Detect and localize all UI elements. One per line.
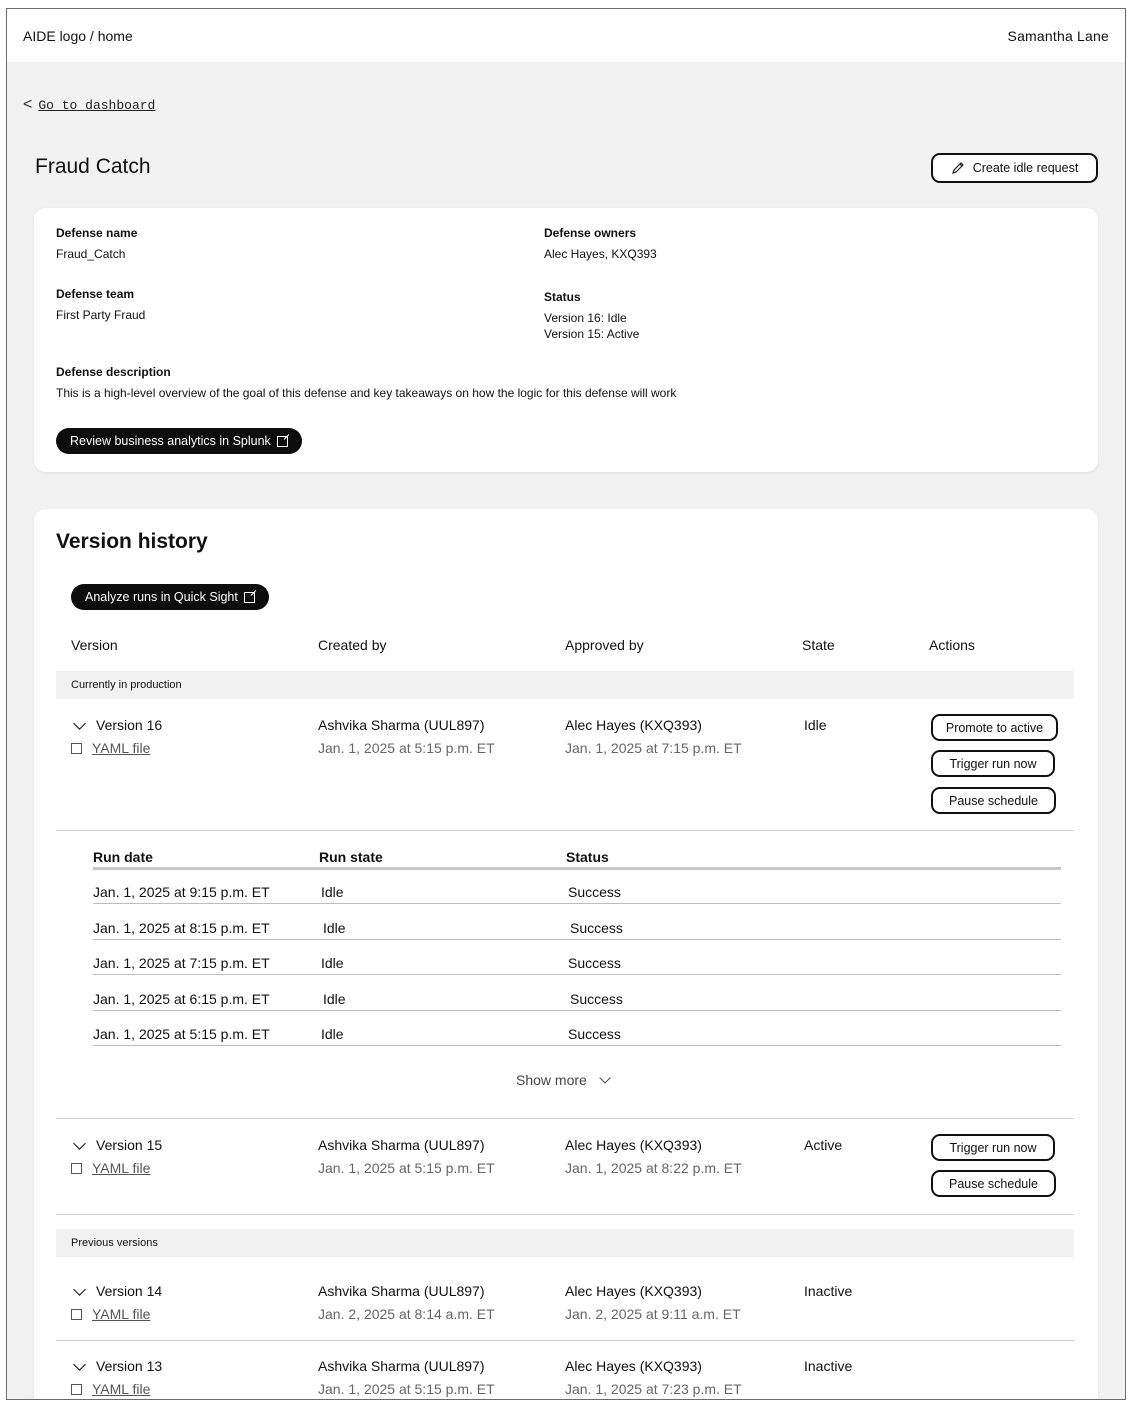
- yaml-file-label: YAML file: [92, 1381, 151, 1397]
- run-row-divider: [93, 903, 1061, 904]
- defense-details-card: [34, 208, 1098, 472]
- chevron-left-icon: <: [23, 96, 33, 113]
- run-row-divider: [93, 974, 1061, 975]
- yaml-file-link[interactable]: [71, 740, 150, 756]
- version-15-toggle[interactable]: [71, 1137, 162, 1153]
- show-more-label: Show more: [516, 1072, 587, 1088]
- run-date: Jan. 1, 2025 at 5:15 p.m. ET: [93, 1026, 270, 1042]
- run-row-divider: [93, 939, 1061, 940]
- created-by-name: Ashvika Sharma (UUL897): [318, 1358, 485, 1374]
- create-idle-request-label: Create idle request: [972, 161, 1079, 175]
- defense-name-label: Defense name: [56, 226, 138, 240]
- defense-team-field: [56, 287, 145, 323]
- external-document-icon: [71, 1163, 82, 1174]
- defense-owners-value: Alec Hayes, KXQ393: [544, 247, 657, 261]
- user-name[interactable]: Samantha Lane: [1007, 27, 1109, 44]
- approved-date: Jan. 1, 2025 at 7:23 p.m. ET: [565, 1381, 742, 1397]
- runs-header-date: Run date: [93, 849, 153, 865]
- run-date: Jan. 1, 2025 at 6:15 p.m. ET: [93, 991, 270, 1007]
- run-state: Idle: [321, 884, 344, 900]
- top-bar: [7, 9, 1125, 62]
- run-row-divider: [93, 1010, 1061, 1011]
- run-status: Success: [570, 920, 623, 936]
- go-to-dashboard-link[interactable]: Go to dashboard: [38, 97, 156, 113]
- version-state: Idle: [804, 717, 827, 733]
- promote-to-active-button[interactable]: Promote to active: [931, 714, 1058, 741]
- chevron-down-icon: [73, 1137, 86, 1150]
- external-link-icon: [244, 592, 255, 603]
- yaml-file-label: YAML file: [92, 1160, 151, 1176]
- row-divider: [56, 1214, 1074, 1215]
- chevron-down-icon: [73, 1358, 86, 1371]
- approved-by-name: Alec Hayes (KXQ393): [565, 1358, 702, 1374]
- runs-header-divider: [93, 867, 1061, 870]
- version-13-toggle[interactable]: [71, 1358, 162, 1374]
- run-state: Idle: [321, 955, 344, 971]
- status-field: [544, 290, 639, 342]
- defense-description-value: This is a high-level overview of the goal of this defense and key takeaways on how the logic for this defense will work: [56, 386, 677, 400]
- approved-by-name: Alec Hayes (KXQ393): [565, 1283, 702, 1299]
- runs-header-status: Status: [566, 849, 609, 865]
- version-name: Version 15: [96, 1137, 163, 1153]
- created-by-name: Ashvika Sharma (UUL897): [318, 1283, 485, 1299]
- run-status: Success: [568, 1026, 621, 1042]
- row-divider: [56, 1118, 1074, 1119]
- back-link[interactable]: [23, 97, 155, 113]
- approved-by-name: Alec Hayes (KXQ393): [565, 1137, 702, 1153]
- external-document-icon: [71, 1384, 82, 1395]
- row-divider: [56, 830, 1074, 831]
- run-status: Success: [568, 955, 621, 971]
- external-link-icon: [277, 436, 288, 447]
- version-history-card: [34, 509, 1098, 1400]
- defense-description-label: Defense description: [56, 365, 171, 379]
- run-status: Success: [568, 884, 621, 900]
- page-title: Fraud Catch: [35, 155, 151, 178]
- column-header-approved-by[interactable]: Approved by: [565, 637, 644, 653]
- approved-date: Jan. 1, 2025 at 7:15 p.m. ET: [565, 740, 742, 756]
- chevron-down-icon: [73, 1283, 86, 1296]
- logo-home-link[interactable]: AIDE logo / home: [23, 27, 133, 44]
- column-header-created-by[interactable]: Created by: [318, 637, 387, 653]
- column-header-state[interactable]: State: [802, 637, 835, 653]
- version-state: Active: [804, 1137, 843, 1153]
- run-row-divider: [93, 1045, 1061, 1046]
- chevron-down-icon: [73, 717, 86, 730]
- external-document-icon: [71, 1309, 82, 1320]
- chevron-down-icon: [599, 1072, 610, 1083]
- created-date: Jan. 1, 2025 at 5:15 p.m. ET: [318, 1160, 495, 1176]
- version-name: Version 14: [96, 1283, 163, 1299]
- defense-name-field: [56, 226, 137, 262]
- yaml-file-link[interactable]: [71, 1160, 150, 1176]
- yaml-file-label: YAML file: [92, 740, 151, 756]
- status-line-2: Version 15: Active: [544, 327, 640, 341]
- defense-owners-field: [544, 226, 657, 262]
- approved-date: Jan. 1, 2025 at 8:22 p.m. ET: [565, 1160, 742, 1176]
- version-history-title: Version history: [56, 530, 208, 553]
- runs-header-state: Run state: [319, 849, 383, 865]
- trigger-run-now-button[interactable]: Trigger run now: [931, 750, 1055, 777]
- version-name: Version 16: [96, 717, 163, 733]
- defense-name-value: Fraud_Catch: [56, 247, 126, 261]
- run-date: Jan. 1, 2025 at 7:15 p.m. ET: [93, 955, 270, 971]
- group-header-production: Currently in production: [56, 671, 1074, 699]
- version-state: Inactive: [804, 1283, 853, 1299]
- approved-date: Jan. 2, 2025 at 9:11 a.m. ET: [565, 1306, 741, 1322]
- version-16-toggle[interactable]: [71, 717, 162, 733]
- splunk-analytics-label: Review business analytics in Splunk: [70, 434, 271, 448]
- create-idle-request-button[interactable]: [931, 153, 1098, 183]
- run-status: Success: [570, 991, 623, 1007]
- defense-team-label: Defense team: [56, 287, 135, 301]
- show-more-button[interactable]: [516, 1072, 611, 1088]
- version-state: Inactive: [804, 1358, 853, 1374]
- pencil-icon: [951, 161, 965, 175]
- defense-owners-label: Defense owners: [544, 226, 637, 240]
- run-date: Jan. 1, 2025 at 9:15 p.m. ET: [93, 884, 270, 900]
- approved-by-name: Alec Hayes (KXQ393): [565, 717, 702, 733]
- version-14-toggle[interactable]: [71, 1283, 162, 1299]
- defense-team-value: First Party Fraud: [56, 308, 146, 322]
- external-document-icon: [71, 743, 82, 754]
- run-state: Idle: [323, 991, 346, 1007]
- pause-schedule-button[interactable]: Pause schedule: [931, 787, 1056, 814]
- status-label: Status: [544, 290, 581, 304]
- quick-sight-label: Analyze runs in Quick Sight: [85, 590, 238, 604]
- run-date: Jan. 1, 2025 at 8:15 p.m. ET: [93, 920, 270, 936]
- created-date: Jan. 1, 2025 at 5:15 p.m. ET: [318, 740, 495, 756]
- pause-schedule-button[interactable]: Pause schedule: [931, 1170, 1056, 1197]
- trigger-run-now-button[interactable]: Trigger run now: [931, 1134, 1055, 1161]
- created-by-name: Ashvika Sharma (UUL897): [318, 717, 485, 733]
- run-state: Idle: [323, 920, 346, 936]
- column-header-actions: Actions: [929, 637, 975, 653]
- created-by-name: Ashvika Sharma (UUL897): [318, 1137, 485, 1153]
- run-state: Idle: [321, 1026, 344, 1042]
- version-name: Version 13: [96, 1358, 163, 1374]
- row-divider: [56, 1340, 1074, 1341]
- created-date: Jan. 1, 2025 at 5:15 p.m. ET: [318, 1381, 495, 1397]
- splunk-analytics-button[interactable]: [56, 428, 302, 454]
- app-window: [6, 8, 1126, 1400]
- column-header-version[interactable]: Version: [71, 637, 118, 653]
- yaml-file-link[interactable]: [71, 1306, 150, 1322]
- status-line-1: Version 16: Idle: [544, 311, 627, 325]
- yaml-file-label: YAML file: [92, 1306, 151, 1322]
- quick-sight-button[interactable]: [71, 584, 269, 610]
- defense-description-field: [56, 365, 676, 401]
- group-header-previous: Previous versions: [56, 1229, 1074, 1257]
- created-date: Jan. 2, 2025 at 8:14 a.m. ET: [318, 1306, 495, 1322]
- yaml-file-link[interactable]: [71, 1381, 150, 1397]
